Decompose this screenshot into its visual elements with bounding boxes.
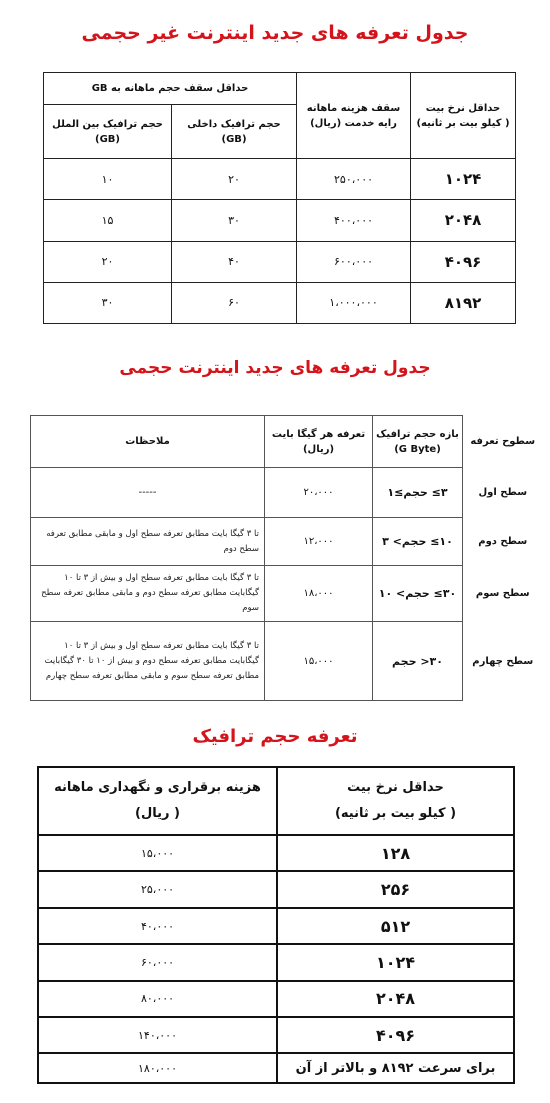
intl-cell: ۳۰ xyxy=(44,282,172,323)
note-cell: تا ۳ گیگا بایت مطابق تعرفه سطح اول و مابقی مطابق تعرفه سطح دوم xyxy=(31,518,265,566)
range-cell: ۳≥ حجم≥۱ xyxy=(373,468,463,518)
intl-cell: ۱۰ xyxy=(44,159,172,200)
header-min-bitrate-line2: ( کیلو بیت بر ثانیه) xyxy=(416,117,510,129)
header-tariff-line1: تعرفه هر گیگا بایت xyxy=(271,428,366,440)
header-min-bitrate-line1: حداقل نرخ بیت xyxy=(425,102,501,114)
rate-cell: ۴۰۹۶ xyxy=(411,241,516,282)
level-cell: سطح دوم xyxy=(478,536,528,547)
flat-rate-table xyxy=(43,72,516,324)
table-row xyxy=(38,944,514,980)
table-row xyxy=(44,241,516,282)
level-cell: سطح اول xyxy=(478,487,528,498)
header-international-line2: (GB) xyxy=(95,133,120,145)
header-range-line2: (G Byte) xyxy=(394,443,441,455)
tariff-cell: ۲۰،۰۰۰ xyxy=(265,468,373,518)
tariff-cell: ۱۲،۰۰۰ xyxy=(265,518,373,566)
rate-cell: ۵۱۲ xyxy=(277,908,514,944)
cost-cell: ۶۰۰،۰۰۰ xyxy=(297,241,411,282)
rate-cell: ۲۰۴۸ xyxy=(277,981,514,1017)
table-row xyxy=(31,622,543,701)
range-cell: ۱۰≥ حجم> ۳ xyxy=(373,518,463,566)
cost-cell: ۴۰،۰۰۰ xyxy=(38,908,277,944)
header-max-cost xyxy=(297,73,411,159)
cost-cell: ۱۸۰،۰۰۰ xyxy=(38,1053,277,1083)
header-min-bitrate-line2: ( کیلو بیت بر ثانیه) xyxy=(334,806,457,821)
domestic-cell: ۳۰ xyxy=(172,200,297,241)
header-tariff xyxy=(265,416,373,468)
table-row xyxy=(38,1017,514,1053)
rate-cell: ۱۲۸ xyxy=(277,835,514,871)
cost-cell: ۱۴۰،۰۰۰ xyxy=(38,1017,277,1053)
table-row xyxy=(31,518,543,566)
table1-title: جدول تعرفه های جدید اینترنت غیر حجمی xyxy=(81,22,469,44)
volume-tariff-table xyxy=(30,415,543,701)
table2-title: جدول تعرفه های جدید اینترنت حجمی xyxy=(119,358,431,378)
range-cell: ۳۰≥ حجم> ۱۰ xyxy=(373,566,463,622)
table-row xyxy=(44,282,516,323)
cost-cell: ۴۰۰،۰۰۰ xyxy=(297,200,411,241)
header-domestic-line2: (GB) xyxy=(221,133,247,145)
cost-cell: ۸۰،۰۰۰ xyxy=(38,981,277,1017)
level-cell: سطح چهارم xyxy=(472,655,534,667)
header-tariff-line2: (ریال) xyxy=(302,443,335,455)
header-level: سطوح تعرفه xyxy=(470,436,536,447)
domestic-cell: ۲۰ xyxy=(172,159,297,200)
header-range-line1: بازه حجم ترافیک xyxy=(376,428,459,440)
note-cell: تا ۳ گیگا بایت مطابق تعرفه سطح اول و بیش از ۳ تا ۱۰ گیگابایت مطابق تعرفه سطح دوم و بیش از ۱۰ تا ۳۰ گیگابایت مطابق تعرفه سطح سوم و مابقی مطابق تعرفه سطح چهارم xyxy=(31,622,265,701)
header-notes: ملاحظات xyxy=(31,416,265,468)
note-cell: تا ۳ گیگا بایت مطابق تعرفه سطح اول و بیش از ۳ تا ۱۰ گیگابایت مطابق تعرفه سطح دوم و مابقی مطابق تعرفه سطح سوم xyxy=(31,566,265,622)
tariff-cell: ۱۵،۰۰۰ xyxy=(265,622,373,701)
header-monthly-cost-line1: هزینه برقراری و نگهداری ماهانه xyxy=(54,780,261,795)
header-domestic xyxy=(172,105,297,159)
table-row xyxy=(38,835,514,871)
cost-cell: ۶۰،۰۰۰ xyxy=(38,944,277,980)
header-international xyxy=(44,105,172,159)
header-min-bitrate xyxy=(411,73,516,159)
domestic-cell: ۴۰ xyxy=(172,241,297,282)
header-domestic-line1: حجم ترافیک داخلی xyxy=(187,118,281,130)
rate-cell: ۴۰۹۶ xyxy=(277,1017,514,1053)
rate-cell: ۲۵۶ xyxy=(277,871,514,907)
cost-cell: ۲۵۰،۰۰۰ xyxy=(297,159,411,200)
level-cell: سطح سوم xyxy=(475,588,530,599)
tariff-cell: ۱۸،۰۰۰ xyxy=(265,566,373,622)
note-cell: ----- xyxy=(31,468,265,518)
header-monthly-cost xyxy=(38,767,277,835)
header-volume-group: حداقل سقف حجم ماهانه به GB xyxy=(44,73,297,105)
cost-cell: ۱،۰۰۰،۰۰۰ xyxy=(297,282,411,323)
table-row xyxy=(38,871,514,907)
range-cell: ۳۰< حجم xyxy=(373,622,463,701)
table3-title: تعرفه حجم ترافیک xyxy=(192,726,358,747)
rate-cell: ۱۰۲۴ xyxy=(277,944,514,980)
domestic-cell: ۶۰ xyxy=(172,282,297,323)
intl-cell: ۲۰ xyxy=(44,241,172,282)
rate-cell: ۸۱۹۲ xyxy=(411,282,516,323)
header-min-bitrate-line1: حداقل نرخ بیت xyxy=(347,780,444,795)
header-international-line1: حجم ترافیک بین الملل xyxy=(52,118,163,130)
rate-cell: ۱۰۲۴ xyxy=(411,159,516,200)
cost-cell: ۱۵،۰۰۰ xyxy=(38,835,277,871)
header-range xyxy=(373,416,463,468)
header-max-cost-line1: سقف هزینه ماهانه xyxy=(306,102,401,114)
rate-cell: برای سرعت ۸۱۹۲ و بالاتر از آن xyxy=(277,1053,514,1083)
table-row xyxy=(38,981,514,1017)
rate-cell: ۲۰۴۸ xyxy=(411,200,516,241)
traffic-cost-table xyxy=(37,766,515,1084)
header-monthly-cost-line2: ( ریال) xyxy=(135,806,180,821)
intl-cell: ۱۵ xyxy=(44,200,172,241)
header-max-cost-line2: رایه خدمت (ریال) xyxy=(310,117,397,129)
table-row xyxy=(38,908,514,944)
cost-cell: ۲۵،۰۰۰ xyxy=(38,871,277,907)
table-row xyxy=(38,1053,514,1083)
table-row xyxy=(44,159,516,200)
table-row xyxy=(31,566,543,622)
header-min-bitrate xyxy=(277,767,514,835)
table-row xyxy=(31,468,543,518)
table-row xyxy=(44,200,516,241)
